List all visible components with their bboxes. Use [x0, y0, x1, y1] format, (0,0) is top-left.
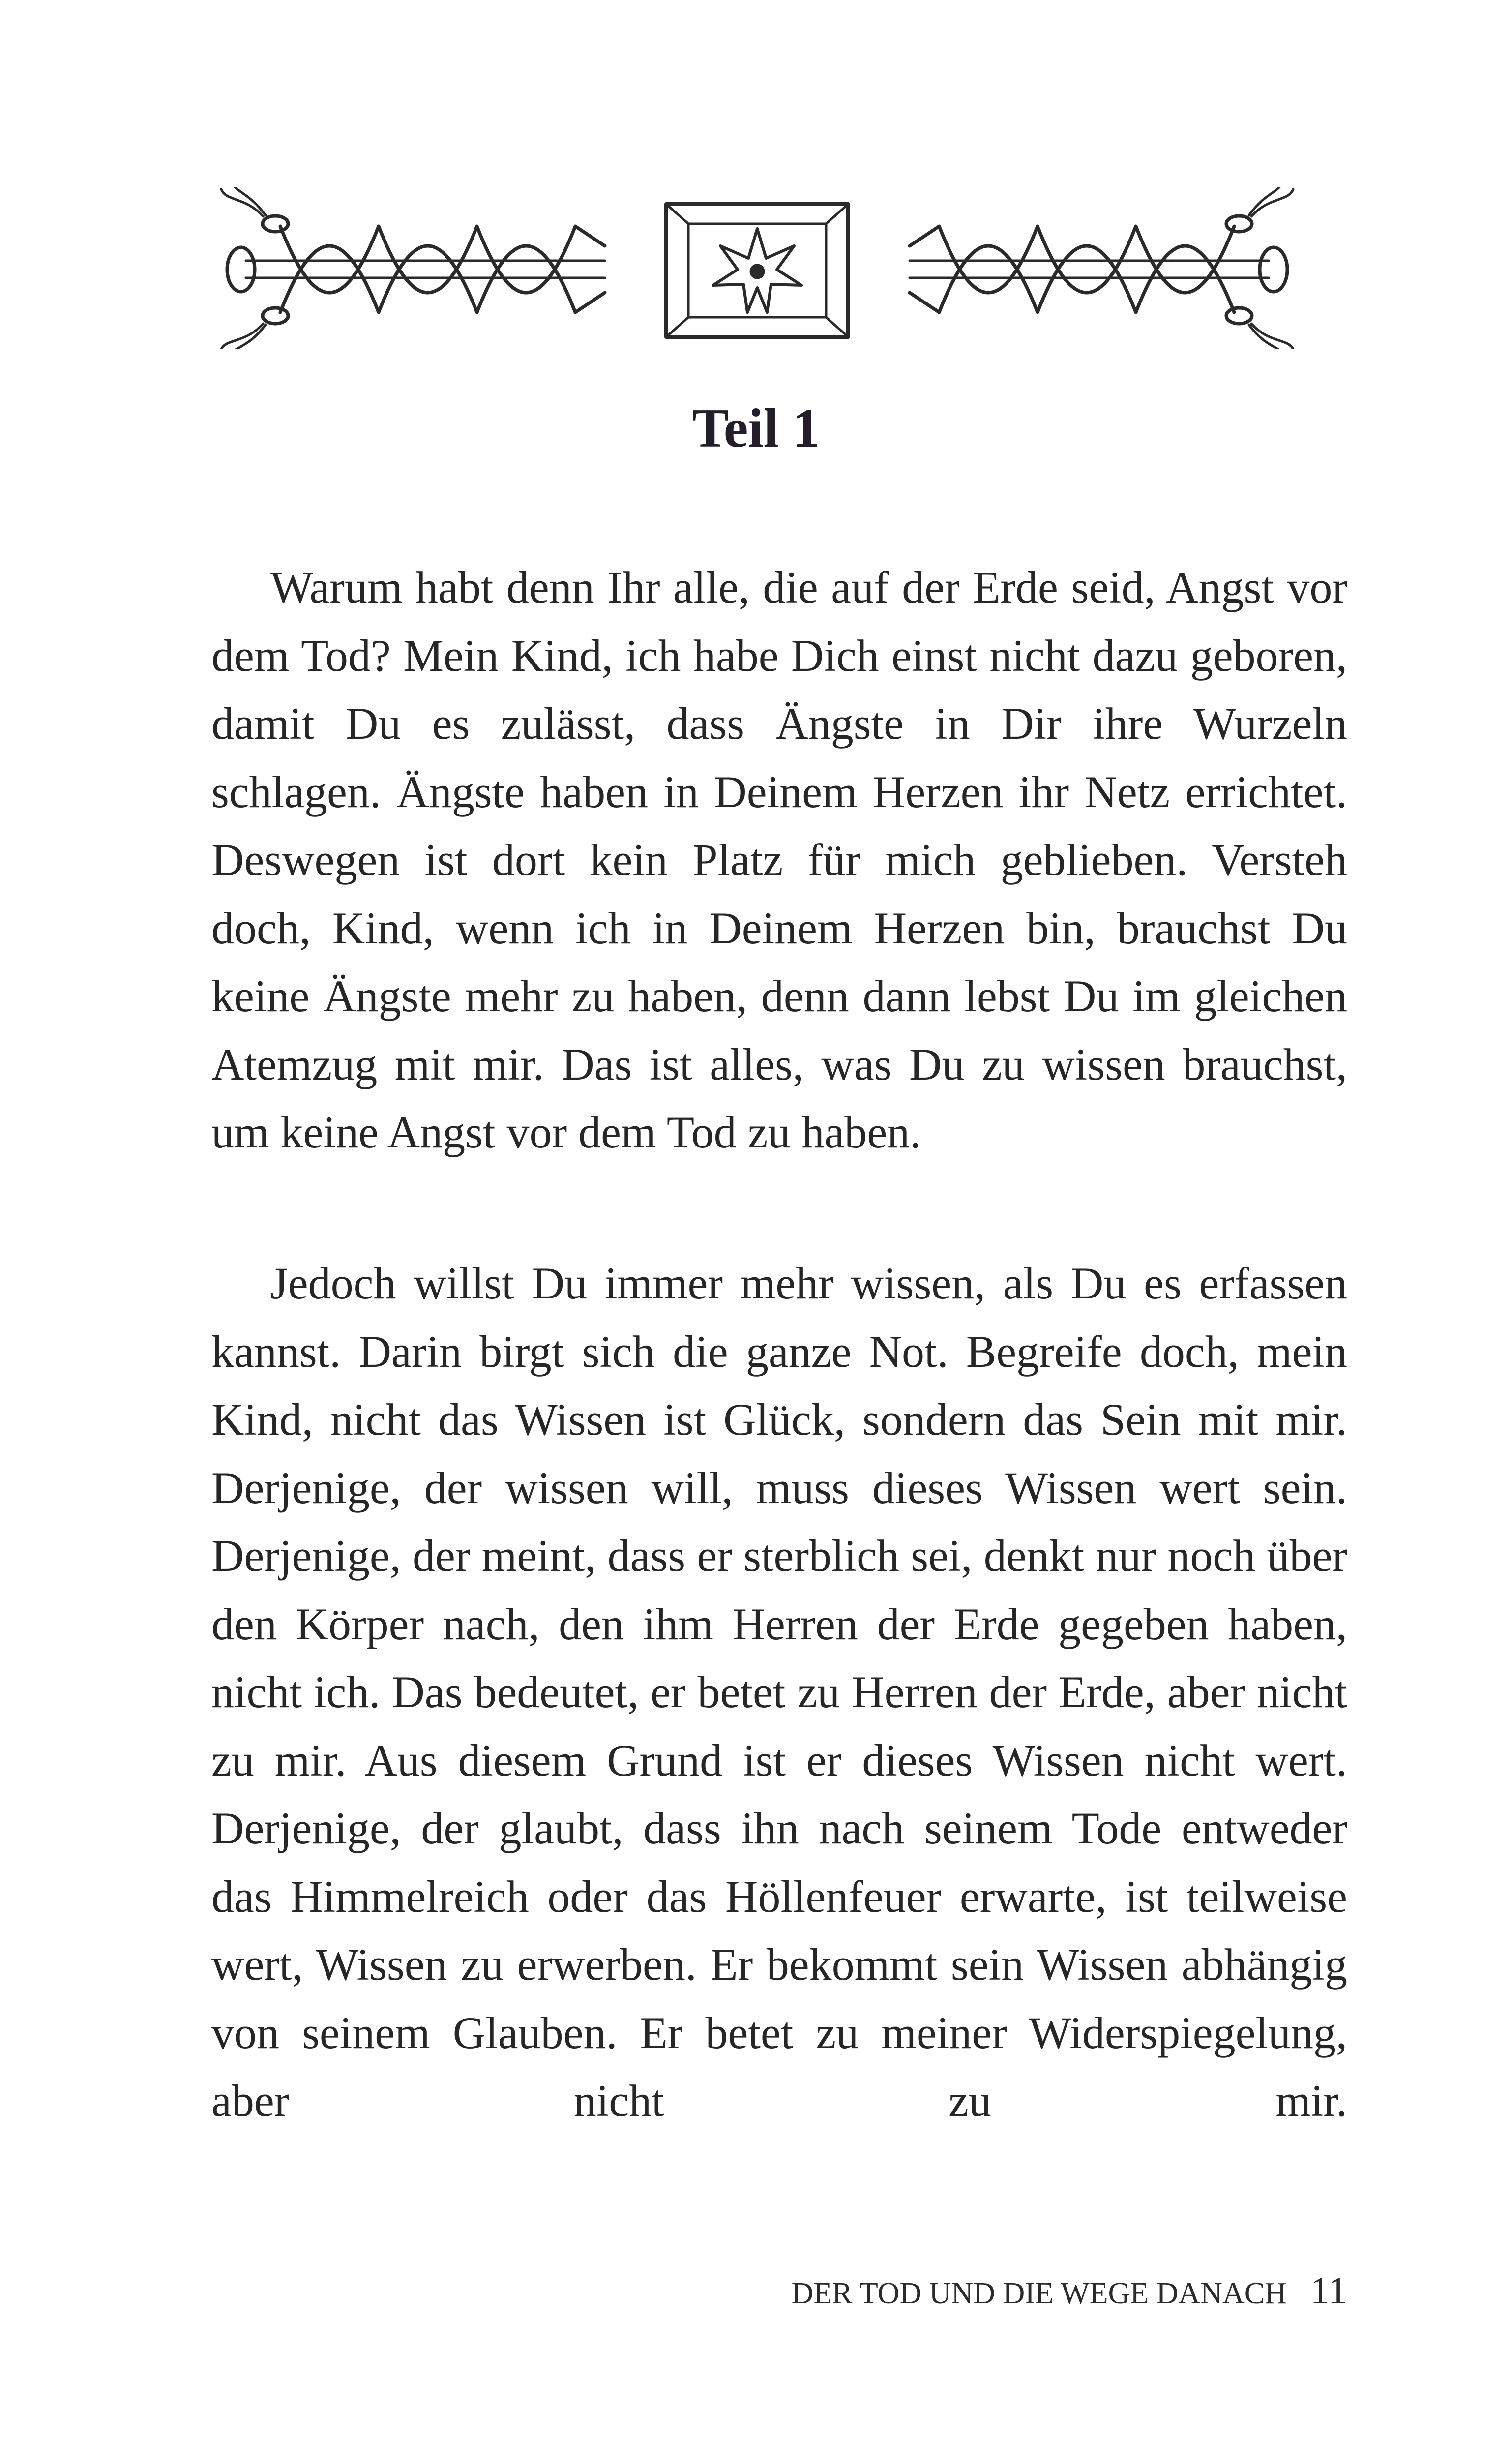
page-footer [791, 2271, 1347, 2310]
serpent-star-ornament-icon [216, 187, 1298, 349]
paragraph-1-container [211, 553, 1347, 1167]
chapter-heading: Teil 1 [692, 398, 820, 459]
paragraph-2: Jedoch willst Du immer mehr wissen, als Du es erfassen kannst. Darin birgt sich die ganze Not. Begreife doch, mein Kind, nicht das Wissen ist Glück, sondern das Sein mit mir. Derjenige, der wissen will, muss dieses Wissen wert sein. Derjenige, der meint, dass er sterblich sei, denkt nur noch über den Körper nach, den ihm Herren der Erde gegeben haben, nicht ich. Das bedeutet, er betet zu Herren der Erde, aber nicht zu mir. Aus diesem Grund ist er dieses Wissen nicht wert. Derjenige, der glaubt, dass ihn nach seinem Tode entweder das Himmelreich oder das Höllenfeuer erwarte, ist teilweise wert, Wissen zu erwerben. Er bekommt sein Wissen abhängig von seinem Glauben. Er betet zu meiner Widerspiegelung, aber nicht zu mir. [211, 1258, 1347, 2126]
running-title: DER TOD UND DIE WEGE DANACH [791, 2277, 1287, 2310]
paragraph-2-container [211, 1249, 1347, 2135]
paragraph-1: Warum habt denn Ihr alle, die auf der Erde seid, Angst vor dem Tod? Mein Kind, ich habe Dich einst nicht dazu geboren, damit Du es zulässt, dass Ängste in Dir ihre Wurzeln schlagen. Ängste haben in Deinem Herzen ihr Netz errichtet. Deswegen ist dort kein Platz für mich geblieben. Versteh doch, Kind, wenn ich in Deinem Herzen bin, brauchst Du keine Ängste mehr zu haben, denn dann lebst Du im gleichen Atemzug mit mir. Das ist alles, was Du zu wissen brauchst, um keine Angst vor dem Tod zu haben. [211, 562, 1347, 1157]
page-number: 11 [1310, 2269, 1347, 2312]
